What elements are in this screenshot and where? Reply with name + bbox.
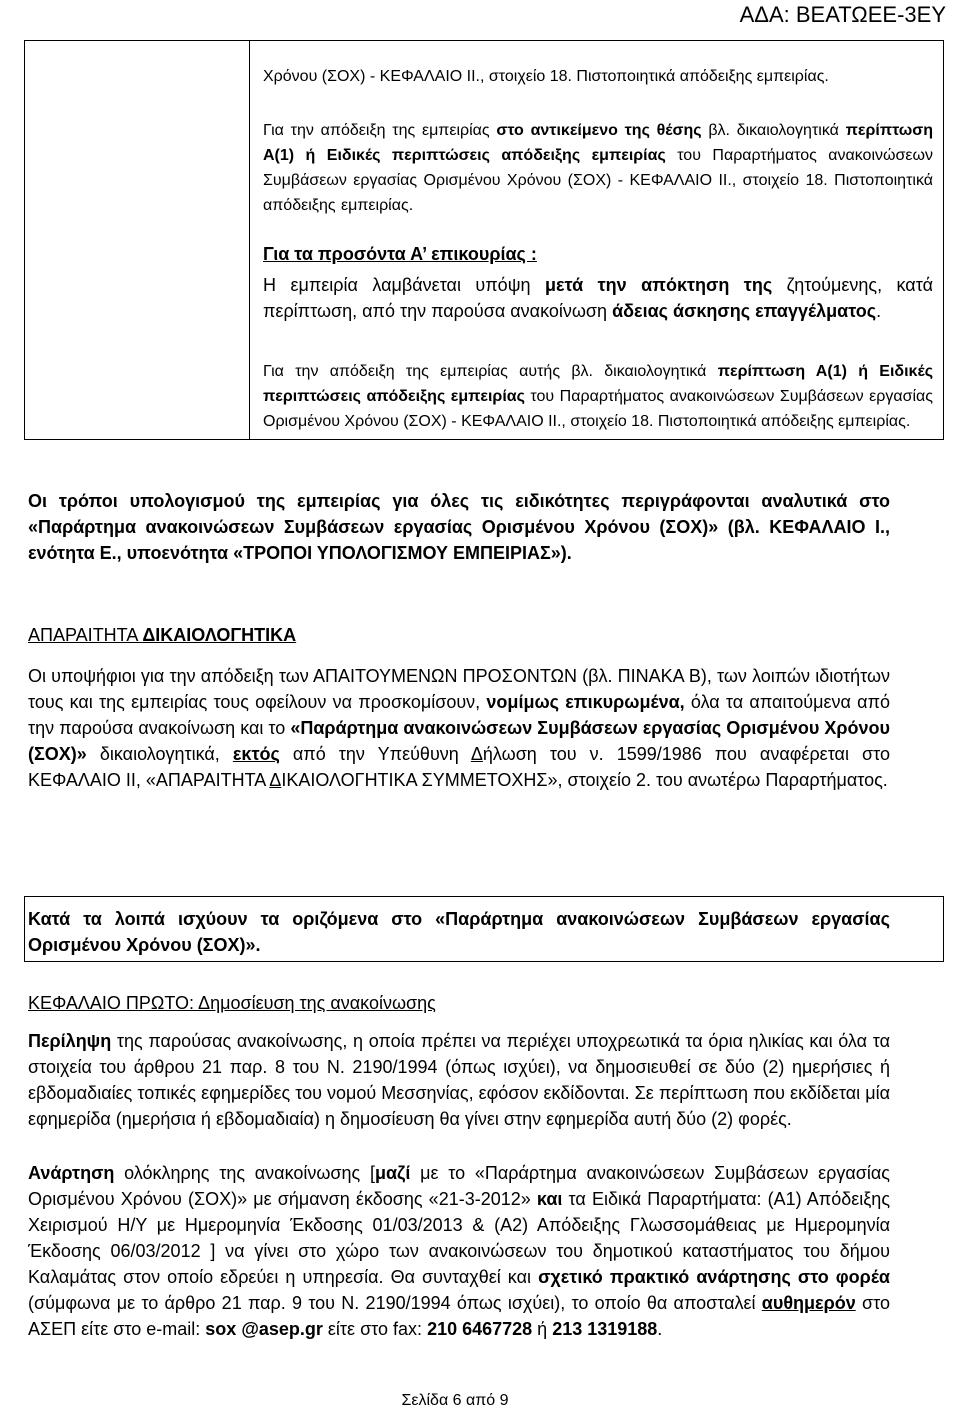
chapter-heading: ΚΕΦΑΛΑΙΟ ΠΡΩΤΟ: Δημοσίευση της ανακοίνωσης: [28, 993, 436, 1013]
table-paragraph-proof: Για την απόδειξη της εμπειρίας στο αντικείμενο της θέσης βλ. δικαιολογητικά περίπτωση Α(1) ή Ειδικές περιπτώσεις απόδειξης εμπειρίας του Παραρτήματος ανακοινώσεων Συμβάσεων εργασίας Ορισμένου Χρόνου (ΣΟΧ) - ΚΕΦΑΛΑΙΟ ΙΙ., στοιχείο 18. Πιστοποιητικά απόδειξης εμπειρίας.: [263, 122, 934, 214]
table-paragraph-experience: Η εμπειρία λαμβάνεται υπόψη μετά την απόκτηση της ζητούμενης, κατά περίπτωση, από την παρούσα ανακοίνωση άδειας άσκησης επαγγέλματος.: [263, 275, 933, 321]
documents-paragraph: Οι υποψήφιοι για την απόδειξη των ΑΠΑΙΤΟΥΜΕΝΩΝ ΠΡΟΣΟΝΤΩΝ (βλ. ΠΙΝΑΚΑ Β), των λοιπών ιδιοτήτων τους και της εμπειρίας τους οφείλουν να προσκομίσουν, νομίμως επικυρωμένα, όλα τα απαιτούμενα από την παρούσα ανακοίνωση και το «Παράρτημα ανακοινώσεων Συμβάσεων εργασίας Ορισμένου Χρόνου (ΣΟΧ)» δικαιολογητικά, εκτός από την Υπεύθυνη Δήλωση του ν. 1599/1986 που αναφέρεται στο ΚΕΦΑΛΑΙΟ ΙΙ, «ΑΠΑΡΑΙΤΗΤΑ ΔΙΚΑΙΟΛΟΓΗΤΙΚΑ ΣΥΜΜΕΤΟΧΗΣ», στοιχείο 2. του ανωτέρω Παραρτήματος.: [28, 666, 891, 790]
table-paragraph-proof-2: Για την απόδειξη της εμπειρίας αυτής βλ. δικαιολογητικά περίπτωση Α(1) ή Ειδικές περιπτώσεις απόδειξης εμπειρίας του Παραρτήματος ανακοινώσεων Συμβάσεων εργασίας Ορισμένου Χρόνου (ΣΟΧ) - ΚΕΦΑΛΑΙΟ ΙΙ., στοιχείο 18. Πιστοποιητικά απόδειξης εμπειρίας.: [263, 363, 934, 430]
documents-heading: ΑΠΑΡΑΙΤΗΤΑ ΔΙΚΑΙΟΛΟΓΗΤΙΚΑ: [28, 625, 297, 645]
table-subheading: Για τα προσόντα Α’ επικουρίας :: [263, 244, 537, 264]
summary-paragraph: Περίληψη της παρούσας ανακοίνωσης, η οποία πρέπει να περιέχει υποχρεωτικά τα όρια ηλικίας και όλα τα στοιχεία του άρθρου 21 παρ. 8 του Ν. 2190/1994 (όπως ισχύει), να δημοσιευθεί σε δύο (2) ημερήσιες ή εβδομαδιαίες τοπικές εφημερίδες του νομού Μεσσηνίας, εφόσον εκδίδονται. Σε περίπτωση που εκδίδεται μία εφημερίδα (ημερήσια ή εβδομαδιαία) η δημοσίευση θα γίνει στην εφημερίδα αυτή δύο (2) φορές.: [28, 1031, 890, 1129]
document-code: ΑΔΑ: ΒΕΑΤΩΕΕ-3ΕΥ: [739, 2, 946, 27]
table-column-divider: [249, 41, 250, 439]
page-number: Σελίδα 6 από 9: [401, 1392, 509, 1409]
notice-box-text: Κατά τα λοιπά ισχύουν τα οριζόμενα στο «Παράρτημα ανακοινώσεων Συμβάσεων εργασίας Ορισμένου Χρόνου (ΣΟΧ)».: [28, 909, 890, 955]
table-text-continuation: Χρόνου (ΣΟΧ) - ΚΕΦΑΛΑΙΟ ΙΙ., στοιχείο 18. Πιστοποιητικά απόδειξης εμπειρίας.: [263, 68, 829, 85]
posting-paragraph: Ανάρτηση ολόκληρης της ανακοίνωσης [μαζί με το «Παράρτημα ανακοινώσεων Συμβάσεων εργασίας Ορισμένου Χρόνου (ΣΟΧ)» με σήμανση έκδοσης «21-3-2012» και τα Ειδικά Παραρτήματα: (Α1) Απόδειξης Χειρισμού Η/Υ με Ημερομηνία Έκδοσης 01/03/2013 & (Α2) Απόδειξης Γλωσσομάθειας με Ημερομηνία Έκδοσης 06/03/2012 ] να γίνει στο χώρο των ανακοινώσεων του δημοτικού καταστήματος του δήμου Καλαμάτας στον οποίο εδρεύει η υπηρεσία. Θα συνταχθεί και σχετικό πρακτικό ανάρτησης στο φορέα (σύμφωνα με το άρθρο 21 παρ. 9 του Ν. 2190/1994 όπως ισχύει), το οποίο θα αποσταλεί αυθημερόν στο ΑΣΕΠ είτε στο e-mail: sox @asep.gr είτε στο fax: 210 6467728 ή 213 1319188.: [28, 1163, 890, 1339]
methods-paragraph: Οι τρόποι υπολογισμού της εμπειρίας για όλες τις ειδικότητες περιγράφονται αναλυτικά στο «Παράρτημα ανακοινώσεων Συμβάσεων εργασίας Ορισμένου Χρόνου (ΣΟΧ)» (βλ. ΚΕΦΑΛΑΙΟ Ι., ενότητα Ε., υποενότητα «ΤΡΟΠΟΙ ΥΠΟΛΟΓΙΣΜΟΥ ΕΜΠΕΙΡΙΑΣ»).: [28, 491, 890, 563]
